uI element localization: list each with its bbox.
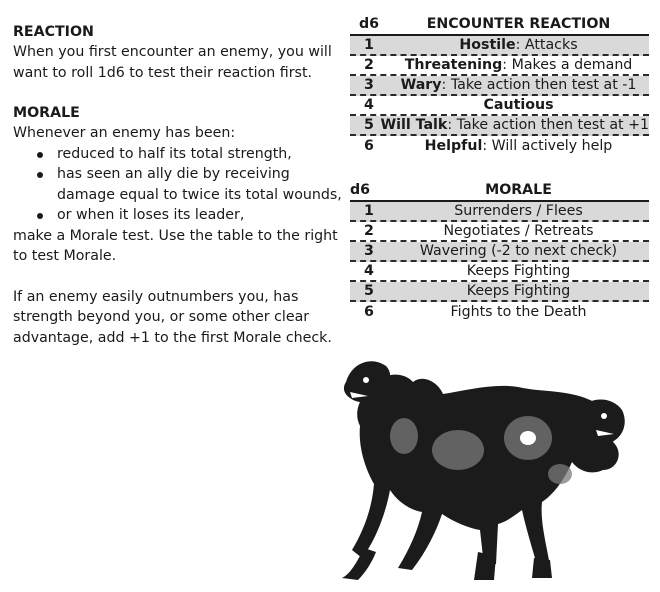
- result-cell: [388, 97, 649, 113]
- morale-table-header: [350, 179, 649, 202]
- roll-cell: 1: [364, 203, 374, 219]
- result-detail: : Attacks: [515, 37, 578, 53]
- result-keyword: Hostile: [459, 37, 516, 53]
- result-detail: : Makes a demand: [502, 57, 633, 73]
- table-row: [350, 116, 649, 136]
- result-detail: : Take action then test at +1: [447, 117, 649, 133]
- result-keyword: Cautious: [483, 97, 554, 113]
- result-cell: Keeps Fighting: [466, 263, 571, 279]
- table-row: [350, 96, 649, 116]
- morale-die-header: d6: [350, 181, 371, 198]
- result-detail: : Will actively help: [482, 138, 613, 154]
- table-row: [350, 36, 649, 56]
- result-keyword: Threatening: [404, 57, 503, 73]
- result-cell: [388, 57, 649, 73]
- result-cell: Fights to the Death: [450, 304, 587, 320]
- roll-cell: 2: [364, 223, 374, 239]
- table-row: [350, 202, 649, 222]
- beast-illustration-icon: [328, 352, 628, 584]
- morale-instruction: make a Morale test. Use the table to the right to test Morale.: [13, 227, 338, 264]
- morale-conditions-list: [13, 144, 343, 226]
- table-row: [350, 282, 649, 302]
- roll-cell: 3: [364, 77, 374, 93]
- result-cell: Wavering (-2 to next check): [419, 243, 618, 259]
- table-row: [350, 222, 649, 242]
- roll-cell: 5: [364, 283, 374, 299]
- morale-heading: MORALE: [13, 105, 80, 121]
- table-row: [350, 302, 649, 322]
- roll-cell: 1: [364, 37, 374, 53]
- reaction-text: When you first encounter an enemy, you will want to roll 1d6 to test their reaction first.: [13, 44, 332, 81]
- result-cell: [388, 77, 649, 93]
- reaction-heading: REACTION: [13, 24, 94, 40]
- roll-cell: 6: [364, 138, 374, 154]
- table-row: [350, 76, 649, 96]
- roll-cell: 5: [364, 117, 374, 133]
- result-cell: Surrenders / Flees: [454, 203, 583, 219]
- result-cell: Keeps Fighting: [466, 283, 571, 299]
- roll-cell: 6: [364, 304, 374, 320]
- reaction-die-header: d6: [359, 15, 380, 32]
- result-cell: [388, 138, 649, 154]
- roll-cell: 2: [364, 57, 374, 73]
- table-row: [350, 56, 649, 76]
- table-row: [350, 136, 649, 156]
- morale-table: [350, 179, 649, 322]
- result-keyword: Wary: [400, 77, 442, 93]
- roll-cell: 4: [364, 263, 374, 279]
- list-item: has seen an ally die by receiving damage equal to twice its total wounds,: [35, 164, 343, 205]
- result-cell: Negotiates / Retreats: [443, 223, 594, 239]
- morale-intro: Whenever an enemy has been:: [13, 125, 236, 141]
- rules-text: [13, 22, 343, 348]
- result-detail: : Take action then test at -1: [441, 77, 637, 93]
- advantage-text: If an enemy easily outnumbers you, has strength beyond you, or some other clear advantage, add +1 to the first Morale check.: [13, 288, 332, 346]
- roll-cell: 3: [364, 243, 374, 259]
- list-item: or when it loses its leader,: [35, 205, 343, 226]
- reaction-result-header: ENCOUNTER REACTION: [426, 15, 611, 32]
- result-keyword: Will Talk: [380, 117, 448, 133]
- morale-result-header: MORALE: [485, 181, 552, 198]
- roll-cell: 4: [364, 97, 374, 113]
- result-cell: [388, 37, 649, 53]
- table-row: [350, 242, 649, 262]
- result-keyword: Helpful: [424, 138, 483, 154]
- list-item: reduced to half its total strength,: [35, 144, 343, 165]
- reaction-table: [350, 13, 649, 156]
- reaction-table-header: [350, 13, 649, 36]
- result-cell: [380, 117, 649, 133]
- table-row: [350, 262, 649, 282]
